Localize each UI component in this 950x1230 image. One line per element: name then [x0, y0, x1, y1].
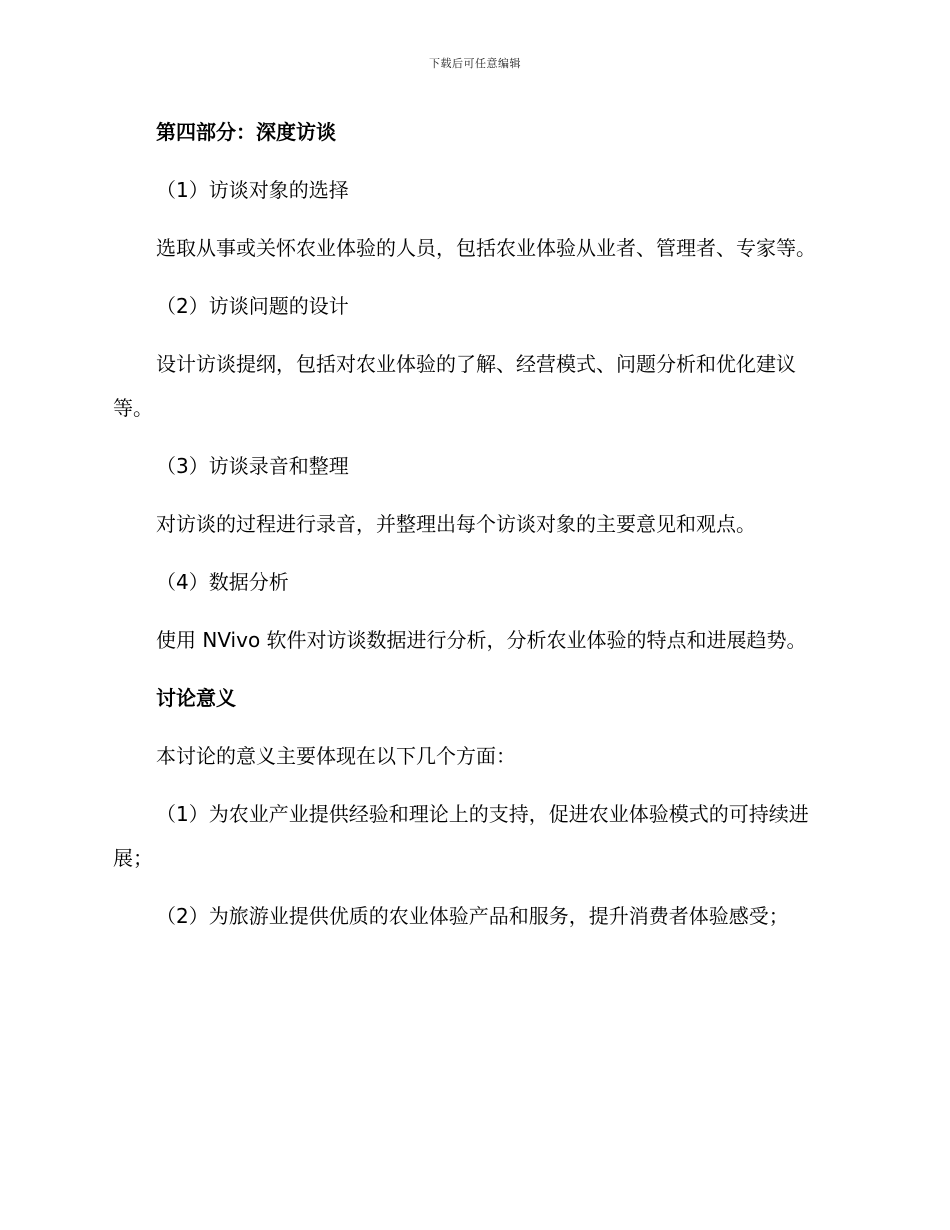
paragraph-significance-point-2: （2）为旅游业提供优质的农业体验产品和服务，提升消费者体验感受；: [156, 904, 789, 928]
subheading-interviewee-selection: （1）访谈对象的选择: [156, 178, 349, 202]
paragraph-recording: 对访谈的过程进行录音，并整理出每个访谈对象的主要意见和观点。: [156, 512, 756, 536]
section-heading-significance: 讨论意义: [156, 686, 236, 710]
subheading-data-analysis: （4）数据分析: [156, 570, 289, 594]
paragraph-interviewee-selection: 选取从事或关怀农业体验的人员，包括农业体验从业者、管理者、专家等。: [156, 236, 816, 260]
paragraph-significance-intro: 本讨论的意义主要体现在以下几个方面：: [156, 744, 516, 768]
section-heading-interview: 第四部分：深度访谈: [156, 120, 336, 144]
paragraph-significance-point-1: （1）为农业产业提供经验和理论上的支持，促进农业体验模式的可持续进展；: [113, 802, 809, 870]
header-note: 下载后可任意编辑: [429, 57, 521, 70]
subheading-recording: （3）访谈录音和整理: [156, 454, 349, 478]
document-body: [113, 110, 833, 938]
paragraph-data-analysis: 使用 NVivo 软件对访谈数据进行分析，分析农业体验的特点和进展趋势。: [156, 628, 807, 652]
subheading-question-design: （2）访谈问题的设计: [156, 294, 349, 318]
paragraph-question-design: 设计访谈提纲，包括对农业体验的了解、经营模式、问题分析和优化建议等。: [113, 352, 796, 420]
